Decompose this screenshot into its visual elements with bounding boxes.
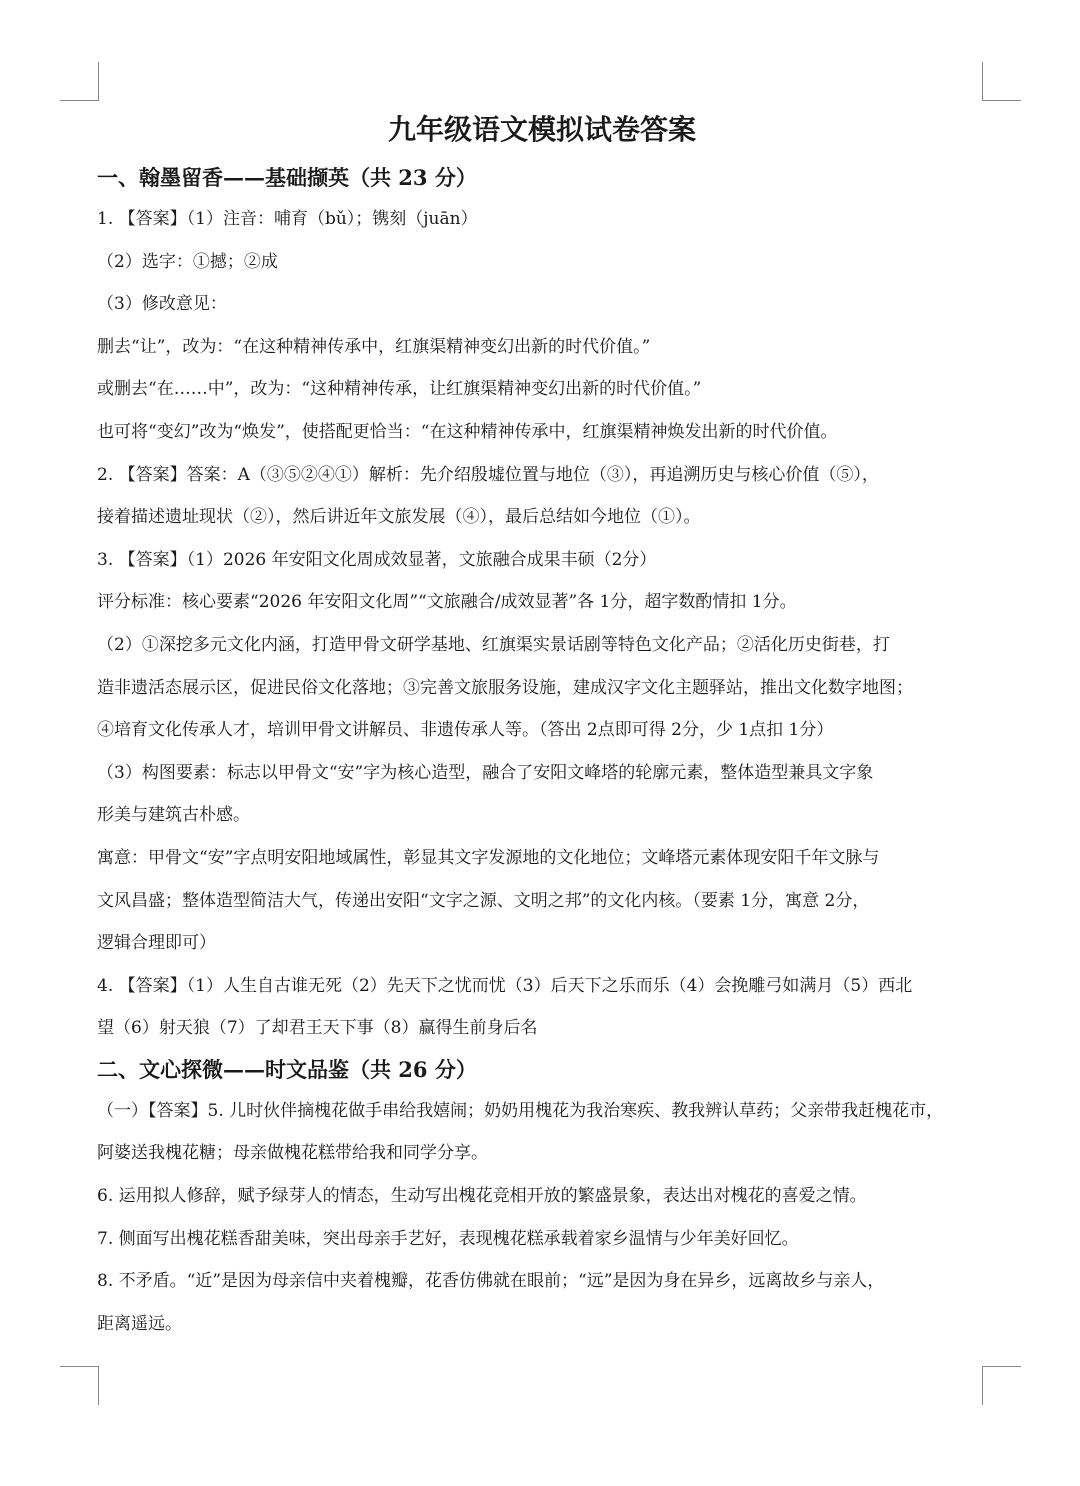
answer-line: （3）构图要素：标志以甲骨文“安”字为核心造型，融合了安阳文峰塔的轮廓元素，整体造型兼具文字象 [97, 762, 874, 783]
answer-line: 1. 【答案】（1）注音：哺育（bǔ）；镌刻（juān） [97, 209, 478, 229]
answer-line: 文风昌盛；整体造型简洁大气，传递出安阳“文字之源、文明之邦”的文化内核。（要素 1分，寓意 2分， [97, 890, 870, 911]
answer-line: 接着描述遗址现状（②），然后讲近年文旅发展（④），最后总结如今地位（①）。 [97, 507, 701, 528]
answer-line: （3）修改意见： [97, 294, 227, 315]
crop-mark-bottom-right [982, 1366, 1021, 1405]
answer-line: 望（6）射天狼（7）了却君王天下事（8）赢得生前身后名 [97, 1018, 538, 1039]
answer-line: （一）【答案】5. 儿时伙伴摘槐花做手串给我嬉闹；奶奶用槐花为我治寒疾、教我辨认草药；父亲带我赶槐花市， [97, 1100, 944, 1121]
document-title: 九年级语文模拟试卷答案 [387, 113, 696, 146]
answer-line: 评分标准：核心要素“2026 年安阳文化周”“文旅融合/成效显著”各 1分，超字数酌情扣 1分。 [97, 592, 797, 613]
answer-line: 距离遥远。 [97, 1313, 182, 1334]
answer-line: ④培育文化传承人才，培训甲骨文讲解员、非遗传承人等。（答出 2点即可得 2分，少 1点扣 1分） [97, 720, 834, 741]
answer-line: 造非遗活态展示区，促进民俗文化落地；③完善文旅服务设施，建成汉字文化主题驿站，推出文化数字地图； [97, 677, 913, 698]
answer-line: 或删去“在……中”，改为：“这种精神传承，让红旗渠精神变幻出新的时代价值。” [97, 379, 702, 400]
answer-line: 也可将“变幻”改为“焕发”，使搭配更恰当：“在这种精神传承中，红旗渠精神焕发出新的时代价值。 [97, 421, 838, 442]
answer-line: 4. 【答案】（1）人生自古谁无死（2）先天下之忧而忧（3）后天下之乐而乐（4）会挽雕弓如满月（5）西北 [97, 975, 913, 996]
section-heading: 二、文心探微——时文品鉴（共 26 分） [97, 1056, 477, 1082]
answer-line: 6. 运用拟人修辞，赋予绿芽人的情态，生动写出槐花竞相开放的繁盛景象，表达出对槐花的喜爱之情。 [97, 1186, 867, 1207]
answer-line: 寓意：甲骨文“安”字点明安阳地域属性，彰显其文字发源地的文化地位；文峰塔元素体现安阳千年文脉与 [97, 847, 880, 868]
crop-mark-top-right [982, 62, 1021, 101]
answer-line: （2）选字：①撼；②成 [97, 251, 278, 272]
section-heading: 一、翰墨留香——基础撷英（共 23 分） [97, 165, 477, 190]
answer-line: 逻辑合理即可） [97, 933, 216, 954]
answer-line: （2）①深挖多元文化内涵，打造甲骨文研学基地、红旗渠实景话剧等特色文化产品；②活化历史街巷，打 [97, 634, 890, 655]
answer-line: 删去“让”，改为：“在这种精神传承中，红旗渠精神变幻出新的时代价值。” [97, 336, 651, 357]
answer-sheet-page [97, 108, 987, 1345]
answer-line: 7. 侧面写出槐花糕香甜美味，突出母亲手艺好，表现槐花糕承载着家乡温情与少年美好回忆。 [97, 1228, 799, 1249]
crop-mark-bottom-left [60, 1366, 99, 1405]
answer-content [97, 158, 987, 1345]
crop-mark-top-left [60, 62, 99, 101]
answer-line: 8. 不矛盾。“近”是因为母亲信中夹着槐瓣，花香仿佛就在眼前；“远”是因为身在异乡，远离故乡与亲人， [97, 1271, 885, 1292]
answer-line: 形美与建筑古朴感。 [97, 805, 250, 826]
answer-line: 2. 【答案】答案：A（③⑤②④①）解析：先介绍殷墟位置与地位（③），再追溯历史与核心价值（⑤）， [97, 464, 879, 485]
answer-line: 阿婆送我槐花糖；母亲做槐花糕带给我和同学分享。 [97, 1143, 488, 1164]
answer-line: 3. 【答案】（1）2026 年安阳文化周成效显著，文旅融合成果丰硕（2分） [97, 549, 657, 570]
